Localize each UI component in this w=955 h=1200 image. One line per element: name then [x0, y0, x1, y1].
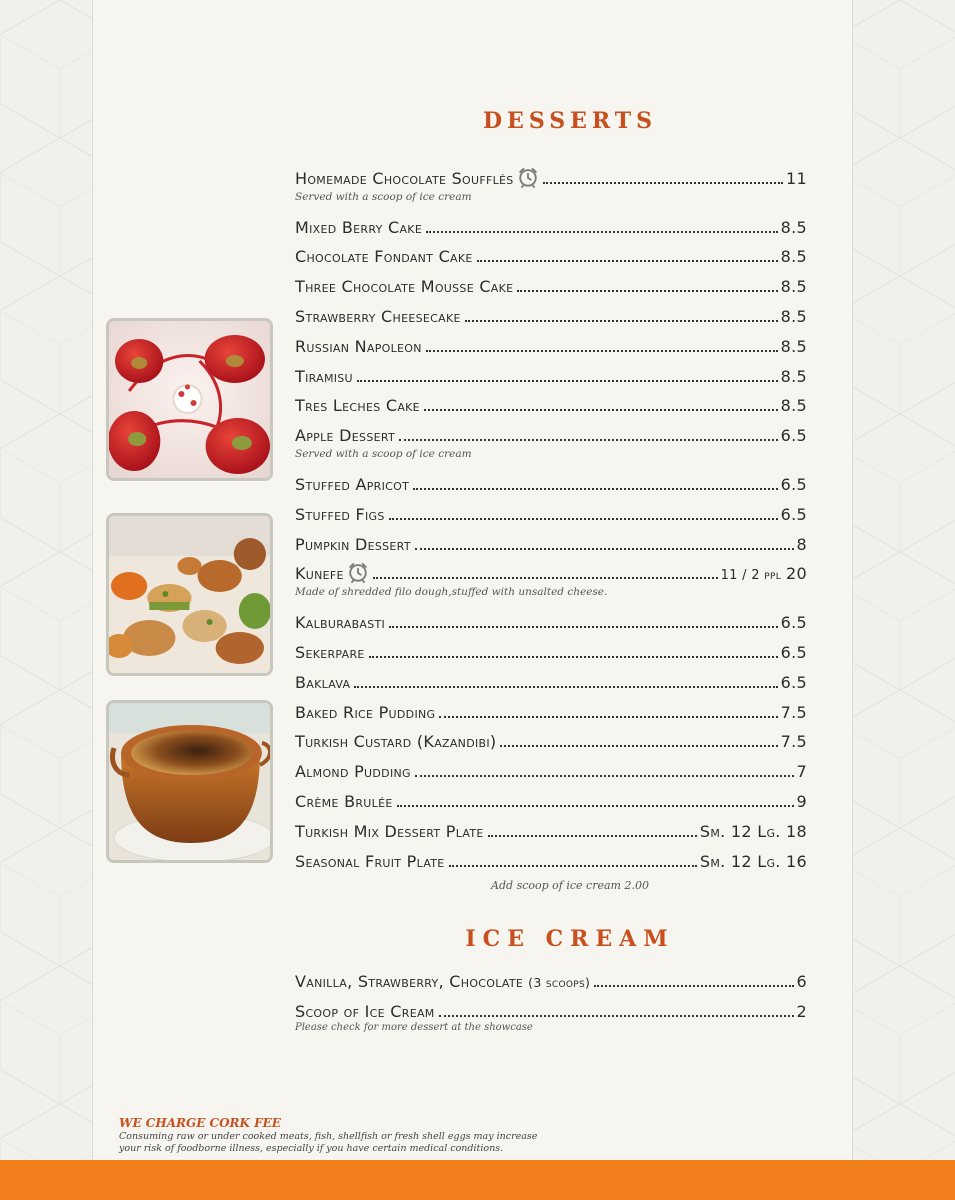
menu-item — [295, 236, 807, 266]
item-name — [295, 672, 351, 692]
item-name — [295, 1001, 435, 1021]
item-name — [295, 366, 353, 386]
item-name — [295, 561, 369, 582]
item-name-text: Scoop of Ice Cream — [295, 1001, 435, 1021]
item-price: 20 — [786, 564, 807, 584]
dot-leader — [413, 488, 778, 490]
dot-leader — [517, 290, 777, 292]
item-name-text: Stuffed Apricot — [295, 474, 410, 494]
item-name-text: Three Chocolate Mousse Cake — [295, 277, 514, 297]
dot-leader — [465, 320, 778, 322]
dot-leader — [594, 985, 793, 987]
item-name-text: Apple Dessert — [295, 426, 396, 446]
item-price: 11 — [786, 168, 807, 188]
item-name-text: Turkish Mix Dessert Plate — [295, 821, 484, 841]
item-price: 7.5 — [780, 702, 807, 722]
item-name — [295, 474, 410, 494]
add-scoop-note: Add scoop of ice cream 2.00 — [491, 879, 649, 892]
baked-rice-pudding-photo — [106, 700, 273, 863]
item-name — [295, 791, 393, 811]
clock-icon — [517, 166, 539, 188]
item-name — [295, 702, 436, 722]
item-name — [295, 615, 385, 631]
item-price: 6.5 — [780, 613, 807, 633]
item-name-text: Tiramisu — [295, 366, 353, 386]
menu-item — [295, 631, 807, 661]
menu-item — [295, 265, 807, 295]
item-price: Sm. 12 Lg. 16 — [699, 851, 807, 871]
menu-item — [295, 780, 807, 810]
dot-leader — [488, 835, 697, 837]
cork-fee-notice: WE CHARGE CORK FEE — [119, 1116, 281, 1130]
menu-item — [295, 523, 807, 553]
item-name — [295, 428, 395, 444]
item-name-text: Pumpkin Dessert — [295, 534, 411, 554]
item-name-text: Sekerpare — [295, 642, 365, 662]
item-name-text: Stuffed Figs — [295, 504, 385, 524]
item-name-text: Seasonal Fruit Plate — [295, 851, 445, 871]
dot-leader — [543, 182, 783, 184]
showcase-note: Please check for more dessert at the showcase — [295, 1022, 533, 1033]
dot-leader — [389, 518, 778, 520]
item-name-text: Kunefe — [295, 564, 344, 584]
dot-leader — [415, 775, 794, 777]
bottom-accent-bar — [0, 1160, 955, 1200]
item-name-text: Chocolate Fondant Cake — [295, 247, 473, 267]
item-name-text: Kalburabasti — [295, 613, 386, 633]
item-price: 6.5 — [780, 642, 807, 662]
item-name-text: Homemade Chocolate Soufflés — [295, 168, 514, 188]
dot-leader — [397, 805, 794, 807]
dot-leader — [439, 1015, 794, 1017]
item-name — [295, 398, 420, 414]
clock-icon — [347, 561, 369, 583]
dot-leader — [369, 656, 778, 658]
item-portion-price: 11 / 2 ppl — [720, 568, 782, 584]
menu-item — [295, 960, 807, 990]
item-price: 6.5 — [780, 504, 807, 524]
dot-leader — [415, 548, 794, 550]
dot-leader — [399, 439, 778, 441]
item-name-text: Baked Rice Pudding — [295, 702, 436, 722]
menu-item — [295, 157, 807, 187]
item-description: Made of shredded filo dough,stuffed with unsalted cheese. — [295, 586, 608, 599]
item-price: 6.5 — [780, 426, 807, 446]
dot-leader — [424, 409, 778, 411]
item-price: 8.5 — [780, 306, 807, 326]
menu-item — [295, 661, 807, 691]
item-price: 6 — [796, 971, 807, 991]
menu-item — [295, 840, 807, 870]
item-price: 2 — [796, 1001, 807, 1021]
menu-item — [295, 553, 807, 583]
item-price: 6.5 — [780, 672, 807, 692]
item-price: 7 — [796, 762, 807, 782]
item-price: 8 — [796, 534, 807, 554]
item-price: 8.5 — [780, 366, 807, 386]
dot-leader — [357, 380, 778, 382]
item-name — [295, 534, 411, 554]
item-price: 6.5 — [780, 474, 807, 494]
item-name — [295, 504, 385, 524]
item-name — [295, 166, 539, 187]
item-description: Served with a scoop of ice cream — [295, 448, 472, 461]
baklava-assortment-photo — [106, 513, 273, 676]
food-safety-disclaimer: Consuming raw or under cooked meats, fish, shellfish or fresh shell eggs may increase your risk of foodborne illness, especially if you have certain medical conditions. — [119, 1131, 538, 1154]
menu-item — [295, 385, 807, 415]
item-price: 8.5 — [780, 336, 807, 356]
menu-item — [295, 601, 807, 631]
item-name — [295, 821, 484, 841]
menu-item — [295, 810, 807, 840]
item-name — [295, 336, 422, 356]
item-name — [295, 642, 365, 662]
item-price: 8.5 — [780, 396, 807, 416]
menu-item — [295, 206, 807, 236]
desserts-title: DESSERTS — [482, 108, 658, 134]
item-name — [295, 734, 496, 750]
menu-item — [295, 414, 807, 444]
dot-leader — [373, 577, 718, 579]
item-name — [295, 217, 423, 237]
item-name-text: Strawberry Cheesecake — [295, 306, 461, 326]
poached-pear-dessert-photo — [106, 318, 273, 481]
item-price: 8.5 — [780, 217, 807, 237]
dot-leader — [354, 686, 777, 688]
menu-item — [295, 990, 807, 1020]
dot-leader — [500, 745, 777, 747]
item-name-text: Crème Brulée — [295, 791, 393, 811]
desserts-list — [295, 157, 807, 870]
menu-item — [295, 721, 807, 751]
menu-item — [295, 295, 807, 325]
item-price: 7.5 — [780, 732, 807, 752]
item-name-text: Mixed Berry Cake — [295, 217, 423, 237]
item-name — [295, 249, 473, 265]
dot-leader — [426, 350, 778, 352]
item-name-text: Almond Pudding — [295, 762, 411, 782]
ice-cream-title: ICE CREAM — [465, 926, 675, 952]
dot-leader — [449, 865, 697, 867]
item-name — [295, 279, 513, 295]
item-name — [295, 971, 591, 991]
dot-leader — [439, 716, 777, 718]
menu-item — [295, 463, 807, 493]
item-portion: (3 scoops) — [528, 975, 591, 991]
item-name-text: Russian Napoleon — [295, 336, 422, 356]
ice-cream-list — [295, 960, 807, 1020]
item-name-text: Tres Leches Cake — [295, 396, 420, 416]
dot-leader — [477, 260, 778, 262]
menu-item — [295, 691, 807, 721]
item-name — [295, 764, 411, 780]
item-name-text: Turkish Custard (Kazandibi) — [295, 732, 497, 752]
item-description: Served with a scoop of ice cream — [295, 190, 472, 203]
item-name — [295, 306, 461, 326]
item-name-text: Vanilla, Strawberry, Chocolate — [295, 971, 524, 991]
menu-item — [295, 355, 807, 385]
dot-leader — [389, 626, 778, 628]
menu-item — [295, 493, 807, 523]
menu-item — [295, 325, 807, 355]
item-price: Sm. 12 Lg. 18 — [699, 821, 807, 841]
item-name-text: Baklava — [295, 672, 351, 692]
item-price: 8.5 — [780, 247, 807, 267]
item-name — [295, 851, 445, 871]
item-price: 8.5 — [780, 277, 807, 297]
item-price: 9 — [796, 791, 807, 811]
menu-item — [295, 750, 807, 780]
dot-leader — [426, 231, 778, 233]
